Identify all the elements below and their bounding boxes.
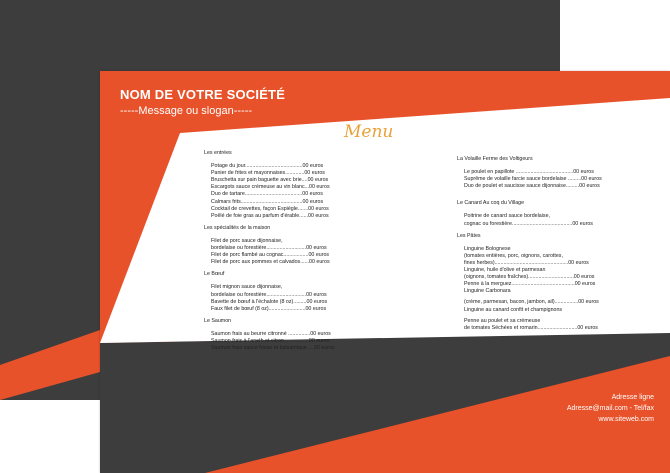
menu-item: Filet de porc sauce dijonnaise, [211,237,283,244]
menu-item: Filet de porc flambé au cognac.................00 euros [211,252,330,259]
menu-item: Penne au poulet et sa crémeuse [464,317,541,324]
menu-item: Suprême de volaille farcie sauce bordelaise .........00 euros [464,176,602,183]
menu-item: Saumon frais au beurre citronné ...............00 euros [211,330,331,337]
menu-item: Saumon frais sauce fraise et balsamique.....00 euros [211,345,335,352]
section-title: Le Bœuf [204,271,225,278]
contact-address: Adresse ligne [611,394,654,401]
menu-item: Duo de tartare.......................................00 euros [211,191,323,198]
menu-item: Linguine, huile d'olive et parmesan [464,267,546,274]
contact-email-phone: Adresse@mail.com - Tel/fax [566,405,654,412]
menu-item: Le poulet en papillote .......................................00 euros [464,169,594,176]
menu-section [204,318,335,352]
menu-item: Linguine Carbonara [464,288,511,295]
menu-section [204,271,335,312]
section-title: Les entrées [204,150,232,156]
section-title: Les spécialités de la maison [204,224,271,231]
menu-item: Panier de frites et mayonnaises.............00 euros [211,170,325,177]
menu-item: Bavette de bœuf à l'échalote (8 oz).........00 euros [211,298,328,305]
menu-item: (oignons, tomates fraîches)...............................00 euros [464,274,595,281]
menu-item: Poêlé de foie gras au parfum d'érable......00 euros [211,212,329,219]
section-title: La Volaille Ferme des Voltigeurs [457,156,533,162]
menu-item: Cocktail de crevettes, façon Espiègle.......00 euros [211,205,329,212]
front-page [100,71,670,473]
menu-item: Potage du jour.......................................00 euros [211,163,324,170]
menu-item: Saumon frais à l'aneth et citron.................00 euros [211,337,330,344]
menu-item: Penne à la merguez...........................................00 euros [464,281,596,288]
menu-item: bordelaise ou forestière...........................00 euros [211,245,327,252]
menu-section [457,233,602,332]
menu-section [457,200,602,227]
section-title: Le Saumon [204,317,232,324]
menu-item: Filet mignon sauce dijonnaise, [211,284,283,291]
menu-item: Calmars frits..........................................00 euros [211,198,324,205]
menu-section [204,150,335,220]
menu-item: Faux filet de bœuf (8 oz).........................00 euros [211,305,327,312]
company-name: NOM DE VOTRE SOCIÉTÉ [120,87,286,102]
menu-left-column [204,150,335,352]
menu-item: Linguine Bolognese [464,245,511,252]
section-title: Les Pâtes [457,232,481,239]
menu-item: Escargots sauce crémeuse au vin blanc...00 euros [211,184,330,191]
contact-website: www.siteweb.com [598,416,654,423]
menu-item: fines herbes)..................................................00 euros [464,259,589,266]
menu-item: (crème, parmesan, bacon, jambon, ail)................00 euros [464,299,599,306]
menu-item: Linguine au canard confit et champignons [464,306,563,313]
contact-block [567,392,654,425]
menu-right-column [457,156,602,332]
menu-item: (tomates entières, porc, oignons, carottes, [464,252,563,259]
menu-title: Menu [344,122,394,142]
menu-item: cognac ou forestière.........................................00 euros [464,220,593,227]
section-title: Le Canard Au coq du Village [457,200,525,207]
menu-item: Duo de poulet et saucisse sauce dijonnaise.........00 euros [464,183,600,190]
menu-section [457,156,602,190]
menu-item: Filet de porc aux pommes et calvados......00 euros [211,259,330,266]
menu-item: de tomates Séchées et romarin...........................00 euros [464,324,598,331]
menu-item: bordelaise ou forestière...........................00 euros [211,291,327,298]
slogan: -----Message ou slogan----- [120,105,253,117]
menu-section [204,225,335,266]
menu-item: Poitrine de canard sauce bordelaise, [464,213,550,220]
menu-item: Bruschetta sur pain baguette avec brie....00 euros [211,177,329,184]
